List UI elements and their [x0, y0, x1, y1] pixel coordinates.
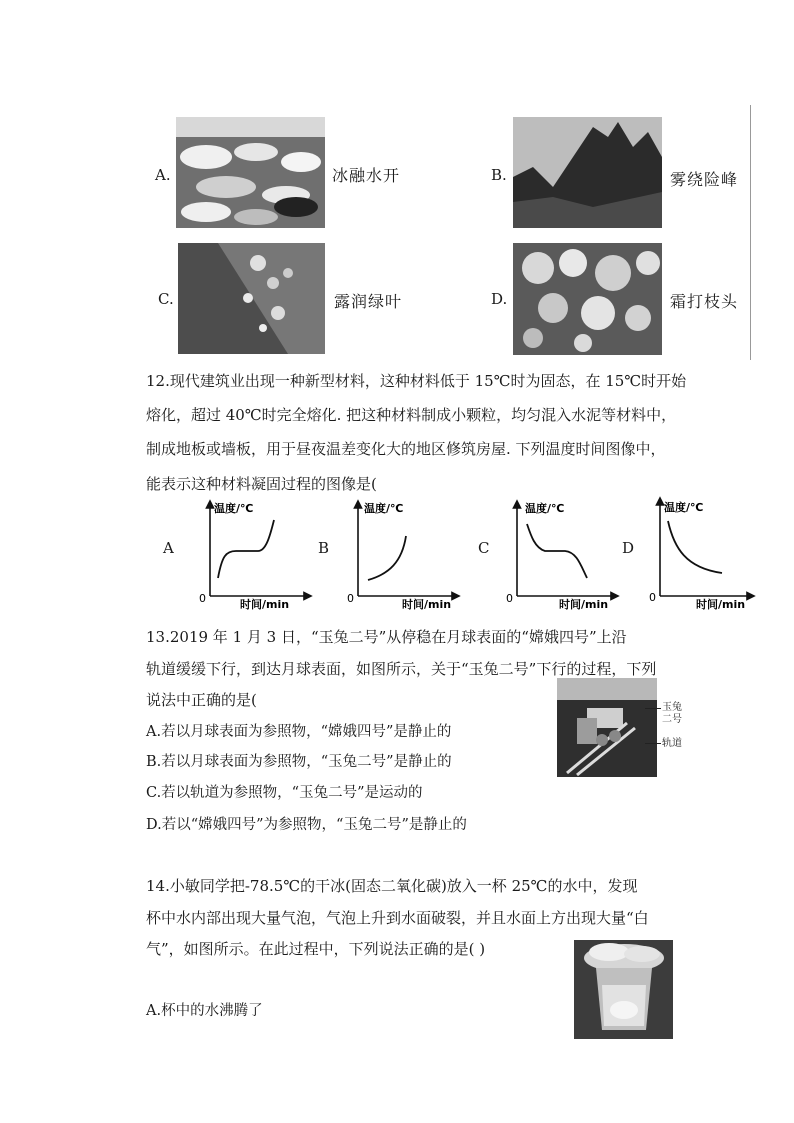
y-axis-label: 温度/℃	[364, 502, 404, 515]
q13-label-rover-line1: 玉兔	[662, 702, 682, 713]
q11-option-d-letter: D.	[491, 290, 508, 308]
origin-label: 0	[506, 592, 513, 605]
q11-option-b-caption: 雾绕险峰	[670, 170, 739, 189]
q12-graph-b	[344, 496, 464, 612]
q11-option-b-letter: B.	[491, 166, 507, 184]
q13-choice-c: C.若以轨道为参照物，“玉兔二号”是运动的	[146, 785, 423, 801]
y-axis-label: 温度/℃	[664, 501, 704, 514]
q13-choice-d: D.若以“嫦娥四号”为参照物，“玉兔二号”是静止的	[146, 817, 467, 833]
q14-choice-a: A.杯中的水沸腾了	[146, 1003, 263, 1019]
q12-graph-c-label: C	[478, 539, 490, 557]
q13-choice-b: B.若以月球表面为参照物，“玉兔二号”是静止的	[146, 754, 452, 770]
q12-graph-c	[503, 496, 623, 612]
scan-edge-line	[750, 105, 751, 360]
q14-text-line: 14.小敏同学把-78.5℃的干冰(固态二氧化碳)放入一杯 25℃的水中，发现	[146, 877, 638, 895]
y-axis-label: 温度/℃	[214, 502, 254, 515]
graph-curve	[527, 524, 587, 578]
q13-leader-rover	[645, 708, 661, 709]
x-axis-label: 时间/min	[559, 598, 609, 611]
y-axis-label: 温度/℃	[525, 502, 565, 515]
q12-graph-b-label: B	[318, 539, 330, 557]
q12-text-line: 制成地板或墙板，用于昼夜温差变化大的地区修筑房屋. 下列温度时间图像中，	[146, 440, 666, 458]
q11-photo-frosty-branch	[513, 243, 662, 355]
q12-text-line: 能表示这种材料凝固过程的图像是(	[146, 475, 377, 493]
q13-text-line: 13.2019 年 1 月 3 日，“玉兔二号”从停稳在月球表面的“嫦娥四号”上沿	[146, 628, 627, 646]
graph-curve	[668, 521, 722, 573]
q13-label-track: 轨道	[662, 738, 682, 749]
q12-text-line: 12.现代建筑业出现一种新型材料，这种材料低于 15℃时为固态，在 15℃时开始	[146, 372, 687, 390]
q11-option-a-letter: A.	[155, 166, 171, 184]
q13-text-line: 轨道缓缓下行，到达月球表面，如图所示，关于“玉兔二号”下行的过程，下列	[146, 660, 657, 678]
x-axis-label: 时间/min	[696, 598, 746, 611]
q11-photo-foggy-peak	[513, 117, 662, 228]
q11-option-c-letter: C.	[158, 290, 174, 308]
q13-text-line: 说法中正确的是(	[146, 691, 257, 709]
graph-curve	[368, 536, 406, 580]
origin-label: 0	[649, 591, 656, 604]
x-axis-label: 时间/min	[402, 598, 452, 611]
q11-option-d-caption: 霜打枝头	[670, 292, 739, 311]
q12-graph-d	[646, 493, 766, 612]
q13-choice-a: A.若以月球表面为参照物，“嫦娥四号”是静止的	[146, 724, 452, 740]
q12-graph-a-label: A	[163, 539, 174, 557]
graph-curve	[218, 520, 274, 578]
q11-photo-dewy-leaf	[178, 243, 325, 354]
q14-text-line: 气”，如图所示。在此过程中，下列说法正确的是( )	[146, 940, 486, 958]
origin-label: 0	[347, 592, 354, 605]
q11-option-c-caption: 露润绿叶	[334, 292, 403, 311]
q13-photo-rover-descent	[557, 678, 657, 777]
x-axis-label: 时间/min	[240, 598, 290, 611]
q12-graph-d-label: D	[622, 539, 635, 557]
q11-photo-ice-melting	[176, 117, 325, 228]
q12-graph-a	[196, 496, 316, 612]
q11-option-a-caption: 冰融水开	[332, 166, 401, 185]
q14-photo-dry-ice-cup	[574, 940, 673, 1039]
q13-leader-track	[645, 743, 661, 744]
q14-text-line: 杯中水内部出现大量气泡，气泡上升到水面破裂，并且水面上方出现大量“白	[146, 909, 649, 927]
origin-label: 0	[199, 592, 206, 605]
q12-text-line: 熔化，超过 40℃时完全熔化. 把这种材料制成小颗粒，均匀混入水泥等材料中，	[146, 406, 677, 424]
q13-label-rover-line2: 二号	[662, 714, 682, 725]
